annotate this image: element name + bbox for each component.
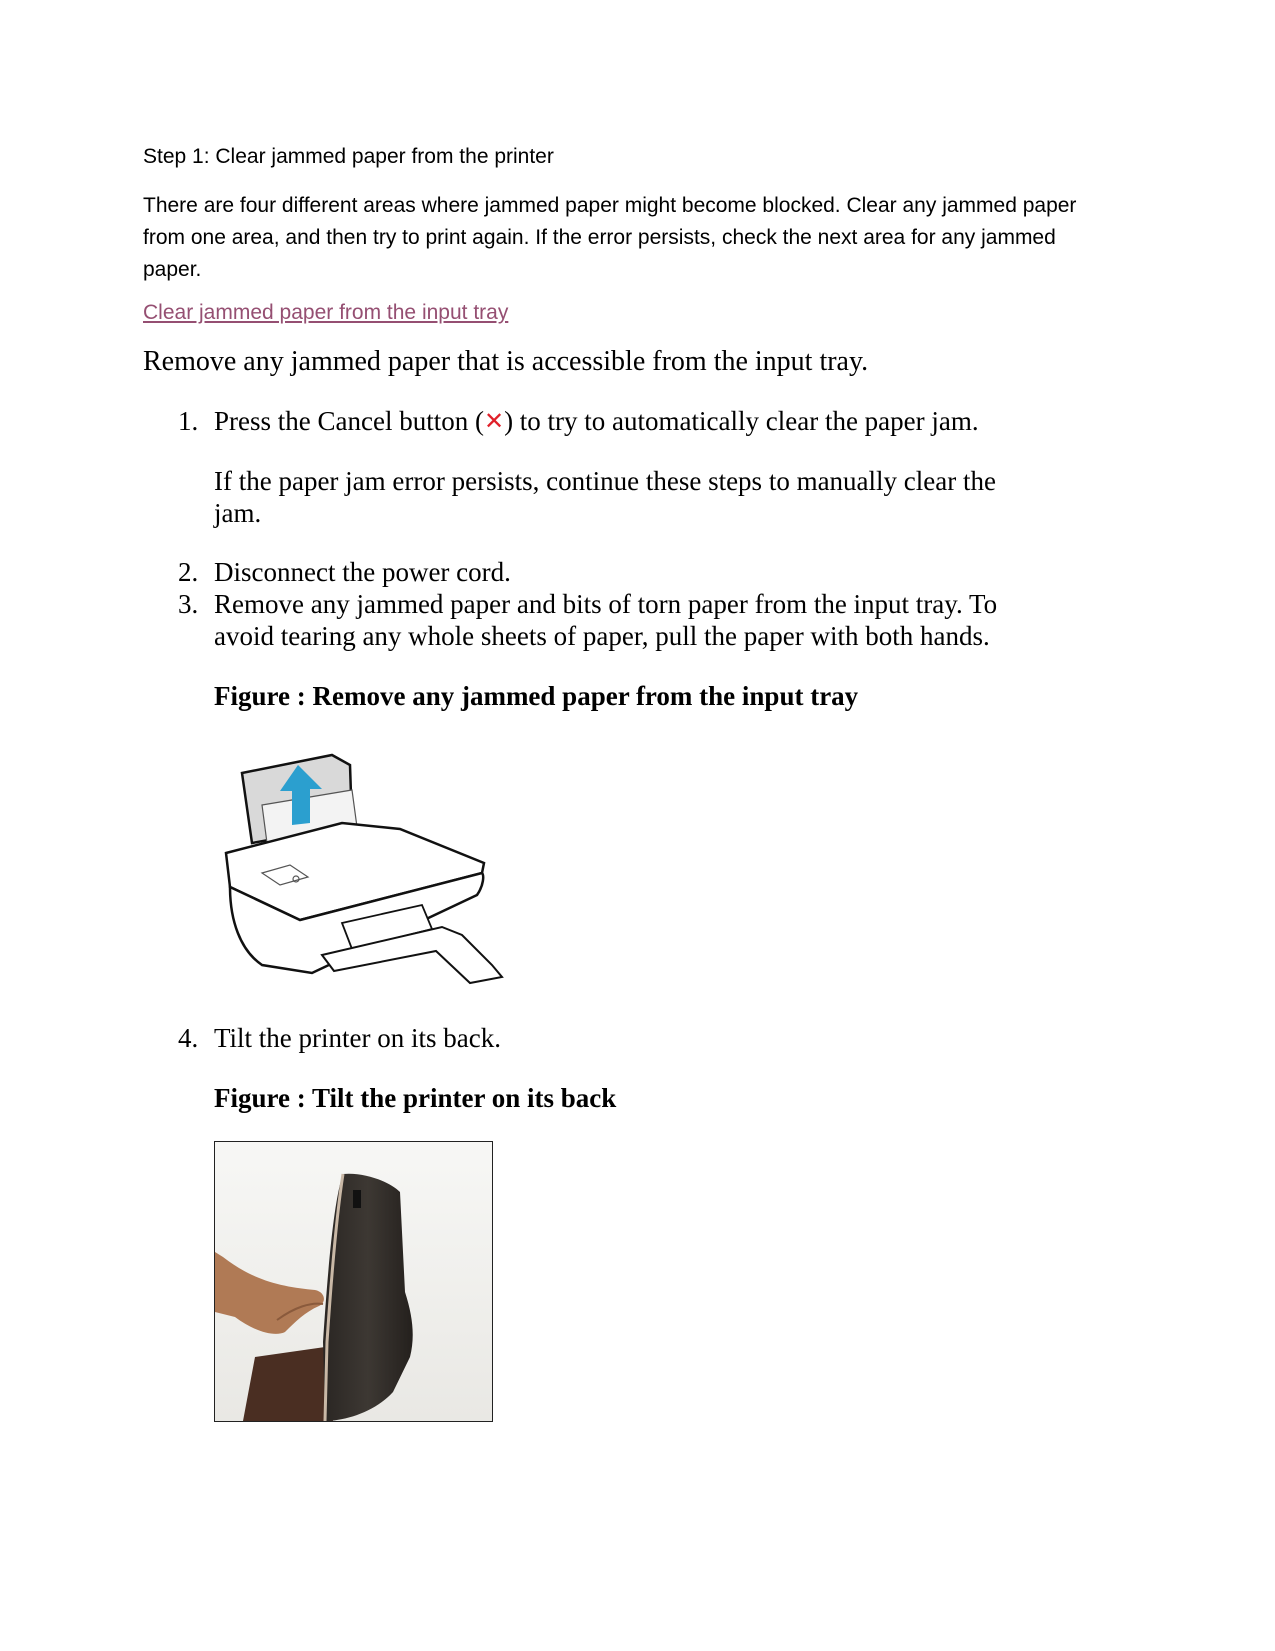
step-title: Step 1: Clear jammed paper from the printer <box>143 145 554 168</box>
printer-tilted-photo <box>214 1141 493 1422</box>
step-1-note: If the paper jam error persists, continue these steps to manually clear the jam. <box>214 466 996 528</box>
step-number: 3. <box>178 589 199 619</box>
step-1-text <box>214 405 1044 437</box>
step-2-text: Disconnect the power cord. <box>214 557 511 587</box>
step-3-text: Remove any jammed paper and bits of torn paper from the input tray. To avoid tearing any whole sheets of paper, pull the paper with both hands. <box>214 589 998 651</box>
step-4-text: Tilt the printer on its back. <box>214 1023 501 1053</box>
figure-caption: Figure : Remove any jammed paper from the input tray <box>214 681 859 711</box>
step-number: 4. <box>178 1023 199 1053</box>
figure-caption: Figure : Tilt the printer on its back <box>214 1083 617 1113</box>
intro-paragraph: There are four different areas where jammed paper might become blocked. Clear any jammed paper from one area, and then try to print again. If the error persists, check the next area for any jammed paper. <box>143 194 1077 281</box>
lead-paragraph: Remove any jammed paper that is accessible from the input tray. <box>143 346 869 377</box>
input-tray-link[interactable]: Clear jammed paper from the input tray <box>143 301 509 324</box>
step-number: 2. <box>178 557 199 587</box>
step-number: 1. <box>178 406 199 436</box>
cancel-x-icon: ✕ <box>483 407 505 435</box>
step-1-text-before: Press the Cancel button ( <box>214 406 484 436</box>
step-1-text-after: ) to try to automatically clear the paper jam. <box>504 406 979 436</box>
printer-input-tray-illustration <box>222 745 512 985</box>
